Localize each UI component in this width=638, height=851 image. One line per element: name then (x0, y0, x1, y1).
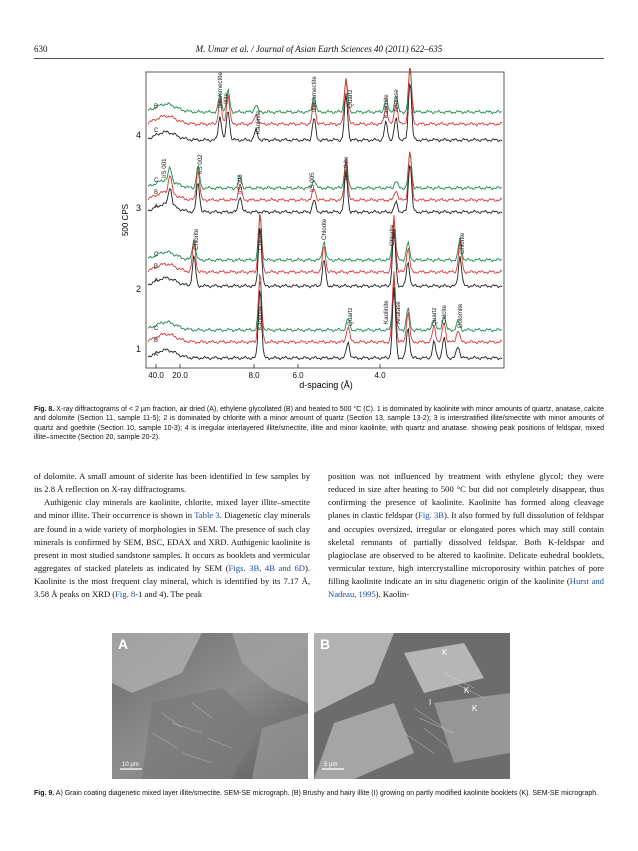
y-axis-label: 500 CPS (121, 203, 130, 237)
curve-letter-label: C (154, 252, 159, 258)
peak-label: Illite (223, 92, 230, 104)
paragraph: of dolomite. A small amount of siderite has been identified in few samples by its 2.8 Å reflection on X-ray diffractograms. (34, 471, 310, 495)
xrd-curve-C (148, 69, 502, 114)
x-axis-label: d-spacing (Å) (299, 380, 353, 390)
page-number: 630 (34, 44, 48, 54)
peak-label: I/S 003 (237, 174, 244, 194)
curve-letter-label: C (154, 178, 159, 184)
peak-label: Chlorite (459, 232, 466, 254)
peak-label: Kaolinite (383, 94, 390, 118)
text-run: ). Kaolinite is the most frequent clay mineral, which is identified by its 7.17 Å, 3.58 Å peaks on XRD ( (34, 563, 311, 600)
panel-letter: B (320, 636, 331, 652)
journal-citation: M. Umar et al. / Journal of Asian Earth Sciences 40 (2011) 622–635 (195, 44, 443, 54)
micrograph-panel-a (112, 633, 308, 779)
xrd-curve-C (148, 280, 502, 332)
sample-number: 3 (136, 203, 142, 213)
kaolinite-label: K (472, 704, 478, 713)
running-header (34, 44, 604, 58)
scale-label: 10 µm (122, 762, 139, 768)
xrd-diffractogram-chart (118, 68, 520, 398)
header-rule (34, 58, 604, 59)
peak-label: I/S 002 (197, 154, 204, 174)
curve-letter-label: B (154, 264, 159, 270)
curve-letter-label: B (154, 190, 159, 196)
curve-letter-label: C (154, 128, 159, 134)
paragraph (34, 496, 310, 601)
sample-number: 1 (136, 344, 142, 354)
x-tick-label: 40.0 (148, 371, 164, 380)
fig8-caption-text: X-ray diffractograms of < 2 µm fraction, air dried (A), ethylene glycollated (B) and heated to 500 °C (C). 1 is dominated by kaolinite with minor amounts of quartz, anatase, calcite and dolomite (Section 11, sample 11-5); 2 is dominated by chlorite with a minor amount of quartz (Section 13, sample 13-2); 3 is interstratified illite/smectite with minor amounts of quartz and goethite (Section 10, sample 10-3); 4 is irregular interlayered illite/smectite, illite and minor kaolinite, with quartz and anatase. showing peak positions of feldspar, mixed illite–smectite (Section 20, sample 20-2). (34, 406, 604, 441)
curve-letter-label: A (154, 352, 159, 358)
figure-reference-link[interactable]: Figs. 3B, 4B and 6D (228, 563, 305, 574)
fig8-caption-label: Fig. 8. (34, 406, 55, 413)
sample-numbers (136, 130, 141, 354)
paragraph (328, 470, 604, 602)
text-run: position was not influenced by treatment with ethylene glycol; they were reduced in size after heating to 500 °C but did not completely disappear, thus confirming the presence of kaolinite. Kaolinite has formed along cleavage planes in clastic feldspar ( (328, 471, 604, 521)
curve-letter-label: B (154, 104, 159, 110)
curve-letter-label: B (154, 338, 159, 344)
curve-labels (154, 104, 159, 358)
table-reference-link[interactable]: Table 3 (194, 510, 220, 521)
text-run: -1 and 4). The peak (135, 589, 203, 600)
xrd-curve-A (148, 287, 502, 360)
xrd-curves (148, 68, 502, 360)
citation-link[interactable]: Hurst and Nadeau, 1995 (328, 576, 604, 600)
x-ticks (156, 364, 380, 368)
peak-label: Quartz (431, 307, 438, 326)
peak-label: I/S 005 (309, 172, 316, 192)
text-run: Authigenic clay minerals are kaolinite, chlorite, mixed layer illite–smectite and minor illite. Their occurrence is shown in (34, 497, 310, 521)
fig8-caption (34, 405, 604, 442)
text-run: ). Kaolin- (375, 589, 410, 600)
peak-label: Illite/smectite (311, 76, 318, 112)
peak-label: Chlorite (193, 228, 200, 250)
xrd-curve-B (148, 271, 502, 344)
peak-label: Chlorite (321, 218, 328, 240)
fig9-caption-label: Fig. 9. (34, 790, 55, 797)
text-run: ). It also formed by full dissolution of feldspar and occupies oversized, irregular or elongated pores which may still contain skeletal remnants of partially dissolved feldspar. Both K-feldspar and plagioclase are observed to be altered to kaolinite. Delicate euhedral booklets, vermicular texture, high intercrystalline microporosity within patches of pore filling kaolinite indicate an in situ diagenetic origin of the kaolinite ( (328, 510, 604, 587)
peak-label: Kaolinite (255, 110, 262, 134)
x-tick-labels (148, 371, 386, 380)
peak-label: Kaolinite (257, 306, 264, 330)
fig9-caption (34, 789, 604, 798)
right-text-column (328, 470, 604, 602)
kaolinite-label: K (442, 648, 448, 657)
illite-label: I (429, 698, 432, 707)
figure-reference-link[interactable]: Fig. 3B (418, 510, 445, 521)
x-tick-label: 4.0 (374, 371, 386, 380)
sample-number: 2 (136, 284, 142, 294)
peak-label: Kaolinite (383, 300, 390, 324)
micrograph-panel-b (314, 633, 510, 779)
fig9-caption-text: A) Grain coating diagenetic mixed layer illite/smectite. SEM-SE micrograph. (B) Brushy and hairy illite (I) growing on partly modified kaolinite booklets (K). SEM-SE micrograph. (54, 790, 599, 797)
peak-label: Quartz (347, 307, 354, 326)
peak-label: Chlorite (389, 224, 396, 246)
x-tick-label: 20.0 (172, 371, 188, 380)
panel-letter: A (118, 636, 129, 652)
figure-reference-link[interactable]: Fig. 8 (115, 589, 136, 600)
peak-label: Illite/smectite (217, 72, 224, 108)
xrd-curve-B (148, 68, 502, 126)
x-tick-label: 8.0 (248, 371, 260, 380)
sample-number: 4 (136, 130, 142, 140)
peak-label: Chlorite (257, 228, 264, 250)
scale-label: 5 µm (324, 762, 338, 768)
peak-label: Calcite (441, 305, 448, 324)
peak-label: I/S 001 (161, 158, 168, 178)
left-text-column (34, 470, 310, 602)
peak-label: Goethite (343, 156, 350, 180)
peak-label: Dolomite (457, 303, 464, 328)
kaolinite-label: K (464, 686, 470, 695)
curve-letter-label: A (154, 204, 159, 210)
peak-label: Anatase (395, 301, 402, 324)
curve-letter-label: C (154, 326, 159, 332)
peak-label: Quartz (347, 89, 354, 108)
peak-label: Anatase (393, 89, 400, 112)
curve-letter-label: A (154, 278, 159, 284)
x-tick-label: 6.0 (292, 371, 304, 380)
text-run: . Diagenetic clay minerals are found in a wide variety of morphologies in SEM. The presence of such clay minerals is confirmed by SEM, BSC, EDAX and XRD. Authigenic kaolinite is present in most studied sandstone samples. It occurs as booklets and vermicular aggregates of stacked platelets as indicated by SEM ( (34, 510, 310, 574)
